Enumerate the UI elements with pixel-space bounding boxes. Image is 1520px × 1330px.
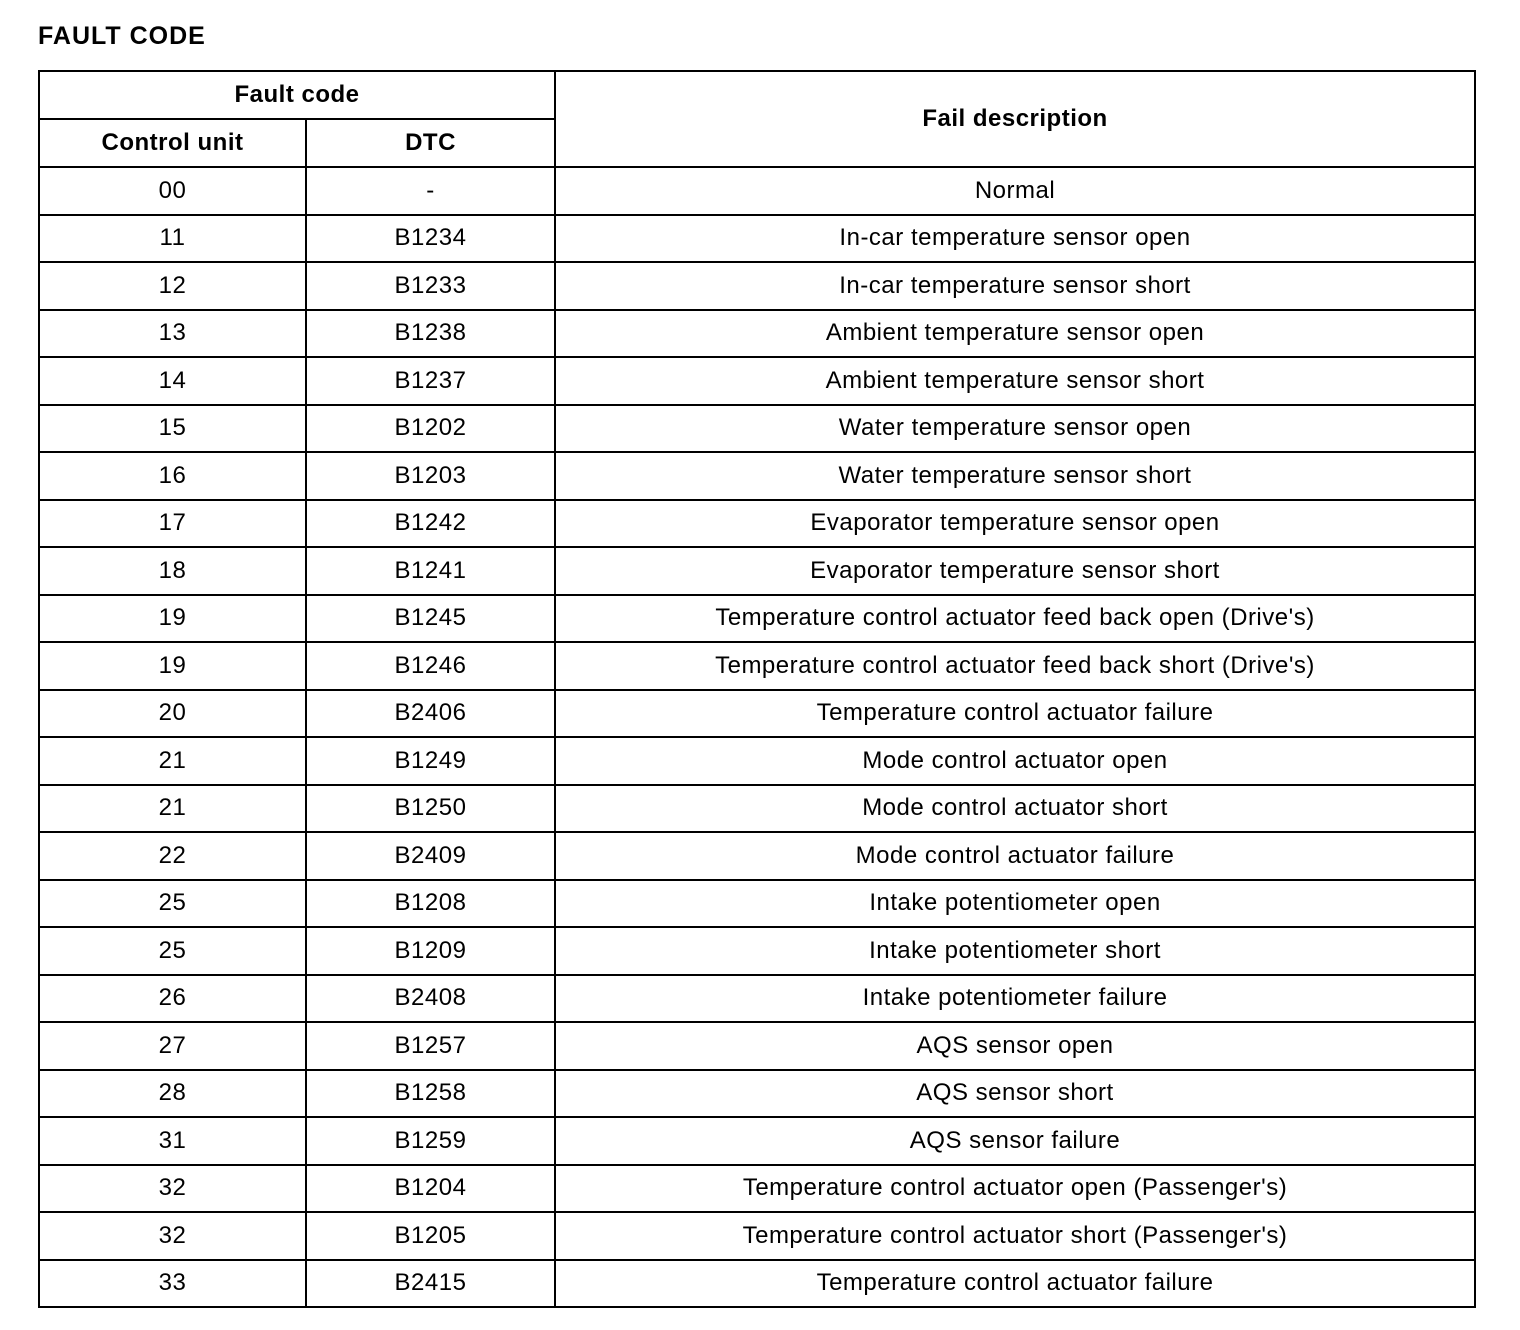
control-unit-cell: 25	[39, 880, 306, 928]
fail-description-cell: Temperature control actuator open (Passenger's)	[555, 1165, 1475, 1213]
dtc-cell: B2409	[306, 832, 555, 880]
fail-description-cell: Intake potentiometer failure	[555, 975, 1475, 1023]
control-unit-cell: 20	[39, 690, 306, 738]
table-row	[39, 452, 1475, 500]
table-row	[39, 1165, 1475, 1213]
dtc-cell: B1258	[306, 1070, 555, 1118]
dtc-cell: B1257	[306, 1022, 555, 1070]
dtc-cell: B2406	[306, 690, 555, 738]
fail-description-cell: Water temperature sensor short	[555, 452, 1475, 500]
control-unit-cell: 19	[39, 642, 306, 690]
dtc-cell: B1203	[306, 452, 555, 500]
fail-description-cell: Ambient temperature sensor open	[555, 310, 1475, 358]
dtc-cell: B1209	[306, 927, 555, 975]
control-unit-cell: 21	[39, 737, 306, 785]
control-unit-cell: 11	[39, 215, 306, 263]
fail-description-cell: Evaporator temperature sensor open	[555, 500, 1475, 548]
dtc-cell: B1246	[306, 642, 555, 690]
table-row	[39, 310, 1475, 358]
control-unit-cell: 18	[39, 547, 306, 595]
control-unit-cell: 14	[39, 357, 306, 405]
table-row	[39, 785, 1475, 833]
table-row	[39, 500, 1475, 548]
control-unit-cell: 27	[39, 1022, 306, 1070]
fail-description-cell: Ambient temperature sensor short	[555, 357, 1475, 405]
table-row	[39, 1022, 1475, 1070]
fail-description-cell: Mode control actuator open	[555, 737, 1475, 785]
dtc-cell: B1238	[306, 310, 555, 358]
control-unit-cell: 19	[39, 595, 306, 643]
header-fault-code: Fault code	[39, 71, 555, 119]
control-unit-cell: 25	[39, 927, 306, 975]
table-row	[39, 832, 1475, 880]
table-row	[39, 737, 1475, 785]
page-title: FAULT CODE	[38, 22, 206, 50]
table-row	[39, 357, 1475, 405]
fail-description-cell: AQS sensor failure	[555, 1117, 1475, 1165]
fail-description-cell: Temperature control actuator feed back short (Drive's)	[555, 642, 1475, 690]
dtc-cell: B1245	[306, 595, 555, 643]
control-unit-cell: 26	[39, 975, 306, 1023]
dtc-cell: -	[306, 167, 555, 215]
fail-description-cell: AQS sensor open	[555, 1022, 1475, 1070]
table-row	[39, 1117, 1475, 1165]
control-unit-cell: 32	[39, 1212, 306, 1260]
control-unit-cell: 00	[39, 167, 306, 215]
fail-description-cell: Evaporator temperature sensor short	[555, 547, 1475, 595]
table-row	[39, 927, 1475, 975]
dtc-cell: B2415	[306, 1260, 555, 1308]
dtc-cell: B1241	[306, 547, 555, 595]
dtc-cell: B1250	[306, 785, 555, 833]
fail-description-cell: In-car temperature sensor open	[555, 215, 1475, 263]
table-row	[39, 642, 1475, 690]
fail-description-cell: Temperature control actuator failure	[555, 690, 1475, 738]
table-row	[39, 1260, 1475, 1308]
fail-description-cell: Mode control actuator failure	[555, 832, 1475, 880]
header-fail-description: Fail description	[555, 71, 1475, 167]
fail-description-cell: Mode control actuator short	[555, 785, 1475, 833]
fail-description-cell: Normal	[555, 167, 1475, 215]
dtc-cell: B1234	[306, 215, 555, 263]
dtc-cell: B1205	[306, 1212, 555, 1260]
fail-description-cell: AQS sensor short	[555, 1070, 1475, 1118]
fail-description-cell: Intake potentiometer short	[555, 927, 1475, 975]
dtc-cell: B1208	[306, 880, 555, 928]
dtc-cell: B1204	[306, 1165, 555, 1213]
dtc-cell: B1242	[306, 500, 555, 548]
table-row	[39, 690, 1475, 738]
dtc-cell: B1233	[306, 262, 555, 310]
table-row	[39, 215, 1475, 263]
table-row	[39, 405, 1475, 453]
dtc-cell: B1249	[306, 737, 555, 785]
fail-description-cell: Water temperature sensor open	[555, 405, 1475, 453]
dtc-cell: B2408	[306, 975, 555, 1023]
control-unit-cell: 21	[39, 785, 306, 833]
header-dtc: DTC	[306, 119, 555, 167]
table-row	[39, 880, 1475, 928]
table-row	[39, 547, 1475, 595]
control-unit-cell: 16	[39, 452, 306, 500]
control-unit-cell: 33	[39, 1260, 306, 1308]
control-unit-cell: 32	[39, 1165, 306, 1213]
table-row	[39, 595, 1475, 643]
control-unit-cell: 31	[39, 1117, 306, 1165]
fault-code-table	[38, 70, 1476, 1308]
dtc-cell: B1202	[306, 405, 555, 453]
table-row	[39, 975, 1475, 1023]
fail-description-cell: Temperature control actuator failure	[555, 1260, 1475, 1308]
control-unit-cell: 12	[39, 262, 306, 310]
fail-description-cell: Temperature control actuator feed back open (Drive's)	[555, 595, 1475, 643]
dtc-cell: B1237	[306, 357, 555, 405]
control-unit-cell: 17	[39, 500, 306, 548]
table-row	[39, 167, 1475, 215]
table-row	[39, 1070, 1475, 1118]
control-unit-cell: 15	[39, 405, 306, 453]
dtc-cell: B1259	[306, 1117, 555, 1165]
control-unit-cell: 22	[39, 832, 306, 880]
table-row	[39, 262, 1475, 310]
table-row	[39, 1212, 1475, 1260]
control-unit-cell: 28	[39, 1070, 306, 1118]
control-unit-cell: 13	[39, 310, 306, 358]
fail-description-cell: Intake potentiometer open	[555, 880, 1475, 928]
fail-description-cell: In-car temperature sensor short	[555, 262, 1475, 310]
header-control-unit: Control unit	[39, 119, 306, 167]
fail-description-cell: Temperature control actuator short (Passenger's)	[555, 1212, 1475, 1260]
